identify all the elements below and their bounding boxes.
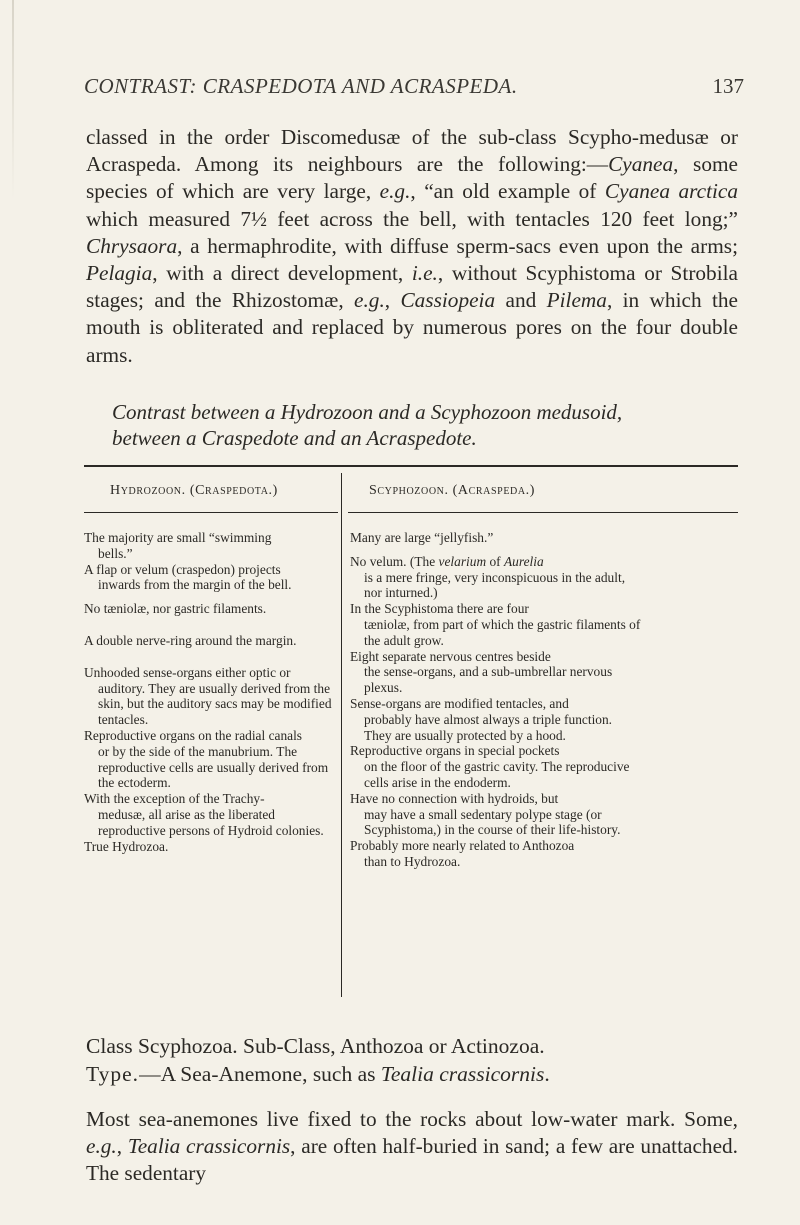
text-run: classed in the order Discomedusæ of the sub-class Scypho-medusæ or Acraspeda. Among its neighbours are the following:—	[86, 125, 738, 177]
table-entry	[350, 791, 642, 838]
entry-continuation: auditory. They are usually derived from the skin, but the auditory sacs may be modified tentacles.	[98, 680, 332, 728]
column-heading-scyphozoon: Scyphozoon. (Acraspeda.)	[369, 483, 536, 498]
entry-continuation: medusæ, all arise as the liberated reproductive persons of Hydroid colonies.	[98, 806, 324, 838]
table-entry	[84, 665, 336, 728]
subheading-line: Contrast between a Hydrozoon and a Scyphozoon medusoid,	[112, 400, 623, 424]
entry-first-line: Reproductive organs in special pockets	[350, 743, 560, 759]
page-number: 137	[712, 74, 744, 98]
table-entry: True Hydrozoa.	[84, 838, 169, 854]
entry-continuation: may have a small sedentary polype stage (or Scyphistoma,) in the course of their life-history.	[364, 806, 621, 838]
species-name: Tealia crassicornis	[127, 1134, 291, 1159]
genus-name: Cyanea	[608, 152, 674, 177]
entry-first-line: Eight separate nervous centres beside	[350, 648, 551, 664]
entry-continuation: probably have almost always a triple function. They are usually protected by a hood.	[364, 711, 613, 743]
text-run: , a hermaphrodite, with diffuse sperm-sacs even upon the arms;	[177, 233, 738, 258]
text-run: No velum. (The	[350, 553, 439, 569]
table-top-rule	[84, 465, 738, 467]
section-subheading	[112, 399, 732, 451]
column-heading-rule	[348, 512, 738, 513]
entry-continuation: the sense-organs, and a sub-umbrellar nervous plexus.	[364, 664, 613, 696]
entry-first-line: In the Scyphistoma there are four	[350, 601, 529, 617]
class-heading: Class Scyphozoa. Sub-Class, Anthozoa or Actinozoa.	[86, 1034, 545, 1058]
text-run: , some species of which are very large,	[86, 152, 738, 204]
entry-continuation: than to Hydrozoa.	[364, 853, 461, 869]
entry-continuation: is a mere fringe, very inconspicuous in the adult, nor inturned.)	[364, 569, 626, 601]
text-run: which measured 7½ feet across the bell, with tentacles 120 feet long;”	[86, 206, 738, 231]
table-entry	[350, 743, 642, 790]
entry-first-line: Reproductive organs on the radial canals	[84, 727, 303, 743]
running-header	[84, 74, 744, 104]
abbreviation: e.g.	[379, 179, 411, 204]
table-entry	[350, 554, 642, 601]
scyphozoon-column	[350, 530, 642, 870]
genus-name: Aurelia	[503, 553, 544, 569]
entry-continuation: or by the side of the manubrium. The reproductive cells are usually derived from the ectoderm.	[98, 743, 329, 791]
entry-first-line: Have no connection with hydroids, but	[350, 790, 559, 806]
running-title: CONTRAST: CRASPEDOTA AND ACRASPEDA.	[84, 74, 518, 98]
abbreviation: e.g.	[86, 1134, 117, 1159]
entry-continuation: inwards from the margin of the bell.	[98, 577, 292, 593]
genus-name: Cassiopeia	[400, 288, 496, 313]
genus-name: Pilema	[546, 288, 607, 313]
entry-continuation: tæniolæ, from part of which the gastric filaments of the adult grow.	[364, 616, 641, 648]
entry-first-line: With the exception of the Trachy-	[84, 791, 265, 807]
table-entry	[350, 601, 642, 648]
species-name: Cyanea arctica	[604, 179, 738, 204]
entry-continuation: on the floor of the gastric cavity. The reproducive cells arise in the endoderm.	[364, 759, 630, 790]
paragraph-sea-anemones	[86, 1106, 738, 1188]
subheading-line: between a Craspedote and an Acraspedote.	[112, 426, 477, 450]
entry-first-line: Sense-organs are modified tentacles, and	[350, 695, 569, 711]
genus-name: Pelagia	[86, 261, 153, 286]
hydrozoon-column	[84, 530, 336, 854]
text-run: of	[486, 553, 504, 569]
table-column-divider	[341, 473, 342, 997]
entry-continuation: bells.”	[98, 545, 133, 561]
entry-first-line: Unhooded sense-organs either optic or	[84, 664, 291, 680]
text-run: .	[544, 1062, 550, 1086]
entry-first-line: Probably more nearly related to Anthozoa	[350, 838, 575, 854]
paragraph-discomedusae	[86, 124, 738, 369]
text-run: , without Scyphistoma or Strobila stages; and the Rhizostomæ,	[86, 261, 738, 313]
entry-first-line: A flap or velum (craspedon) projects	[84, 561, 281, 577]
type-label: Type.	[86, 1062, 140, 1086]
table-entry	[84, 530, 336, 562]
page-edge-shadow	[12, 0, 14, 200]
table-entry: Many are large “jellyfish.”	[350, 530, 494, 545]
table-entry	[350, 838, 642, 870]
text-run: —A Sea-Anemone, such as	[139, 1062, 381, 1086]
text-run: , with a direct development,	[152, 261, 412, 286]
species-name: Tealia crassicornis	[380, 1062, 545, 1086]
table-entry	[84, 562, 336, 594]
text-run: ,	[384, 288, 401, 313]
table-entry	[350, 649, 642, 696]
table-entry: A double nerve-ring around the margin.	[84, 632, 297, 648]
table-entry	[350, 696, 642, 743]
text-run: ,	[116, 1134, 128, 1159]
entry-first-line: The majority are small “swimming	[84, 530, 272, 545]
abbreviation: i.e.	[411, 261, 438, 286]
type-heading	[86, 1061, 746, 1088]
column-heading-hydrozoon: Hydrozoon. (Craspedota.)	[110, 483, 278, 498]
table-entry: No tæniolæ, nor gastric filaments.	[84, 601, 267, 617]
text-run: Most sea-anemones live fixed to the rocks about low-water mark. Some,	[86, 1107, 738, 1131]
abbreviation: e.g.	[354, 288, 385, 313]
text-run: , are often half-buried in sand; a few are unattached. The sedentary	[86, 1134, 738, 1186]
text-run: , in which the mouth is obliterated and replaced by numerous pores on the four double arms.	[86, 288, 738, 367]
table-entry	[84, 728, 336, 791]
text-run: , “an old example of	[410, 179, 605, 204]
table-entry	[84, 791, 336, 838]
genus-name: Chrysaora	[86, 233, 178, 258]
term-italic: velarium	[438, 553, 487, 569]
column-heading-rule	[84, 512, 338, 513]
text-run: and	[495, 288, 547, 313]
